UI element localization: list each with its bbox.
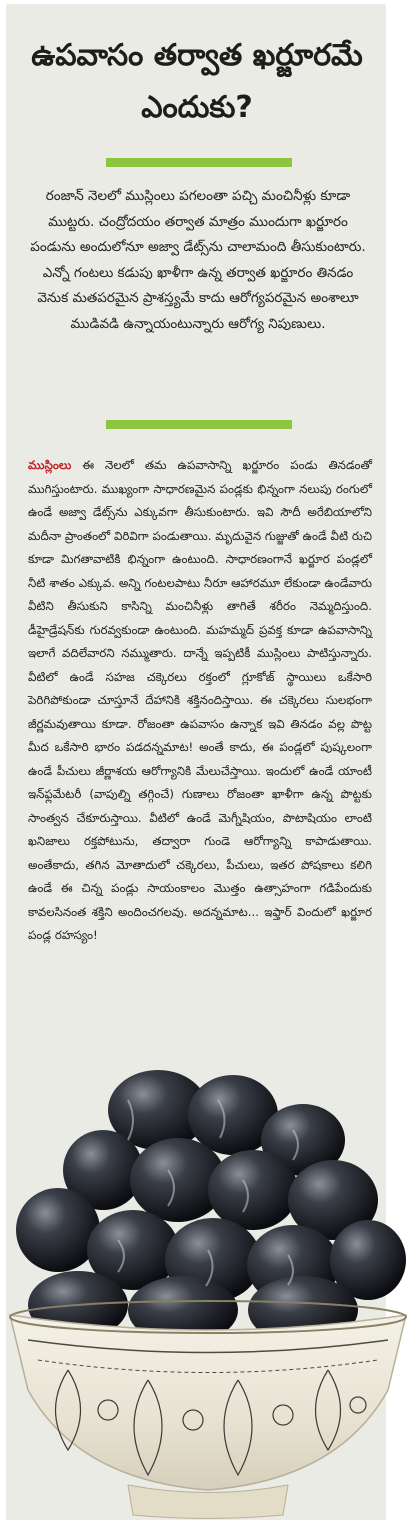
lead-word: ముస్లింలు: [28, 458, 72, 472]
divider-bottom: [106, 420, 292, 429]
ceramic-bowl: [10, 1301, 406, 1519]
article-body: [28, 454, 372, 948]
body-text: ఈ నెలలో తమ ఉపవాసాన్ని ఖర్జూరం పండు తినడంతో ముగిస్తుంటారు. ముఖ్యంగా సాధారణమైన పండ్లకు భిన్నంగా నలుపు రంగులో ఉండే అజ్వా డేట్స్‌ను ఎక్కువగా తీసుకుంటారు. ఇవి సౌదీ అరేబియాలోని మదీనా ప్రాంతంలో విరివిగా పండుతాయి. మృదువైన గుజ్జుతో ఉండే వీటి రుచి కూడా మిగతావాటికి భిన్నంగా ఉంటుంది. సాధారణంగానే ఖర్జూర పండ్లలో నీటి శాతం ఎక్కువ. అన్ని గంటలపాటు నీరూ ఆహారమూ లేకుండా ఉండేవారు వీటిని తీసుకుని కాసిన్ని మంచినీళ్లు తాగితే శరీరం నెమ్మదిస్తుంది. డీహైడ్రేషన్‌కు గురవ్వకుండా ఉంటుంది. మహమ్మద్ ప్రవక్త కూడా ఉపవాసాన్ని ఇలాగే వదిలేవారని నమ్ముతారు. దాన్నే ఇప్పటికీ ముస్లింలు పాటిస్తున్నారు. వీటిలో ఉండే సహజ చక్కెరలు రక్తంలో గ్లూకోజ్ స్థాయిలు ఒకేసారి పెరిగిపోకుండా చూస్తూనే దేహానికి శక్తినందిస్తాయి. ఈ చక్కెరలు సులభంగా జీర్ణమవుతాయి కూడా. రోజంతా ఉపవాసం ఉన్నాక ఇవి తినడం వల్ల పొట్ట మీద ఒకేసారి భారం పడదన్నమాట! అంతే కాదు, ఈ పండ్లలో పుష్కలంగా ఉండే పీచులు జీర్ణాశయ ఆరోగ్యానికి మేలుచేస్తాయి. ఇందులో ఉండే యాంటీ ఇన్‌ఫ్లమేటరీ (వాపుల్ని తగ్గించే) గుణాలు రోజంతా ఖాళీగా ఉన్న పొట్టకు సాంత్వన చేకూరుస్తాయి. వీటిలో ఉండే మెగ్నీషియం, పొటాషియం లాంటి ఖనిజాలు రక్తపోటును, తద్వారా గుండె ఆరోగ్యాన్ని కాపాడుతాయి. అంతేకాదు, తగిన మోతాదులో చక్కెరలు, పీచులు, ఇతర పోషకాలు కలిగి ఉండే ఈ చిన్న పండ్లు సాయంకాలం మొత్తం ఉత్సాహంగా గడిపేందుకు కావలసినంత శక్తిని అందించగలవు. అదన్నమాట... ఇఫ్తార్ విందులో ఖర్జూర పండ్ల రహస్యం!: [28, 458, 372, 942]
article-title: ఉపవాసం తర్వాత ఖర్జూరమే ఎందుకు?: [31, 38, 363, 125]
divider-top: [106, 158, 292, 167]
article-lede: రంజాన్ నెలలో ముస్లింలు పగలంతా పచ్చి మంచినీళ్లు కూడా ముట్టరు. చంద్రోదయం తర్వాత మాత్రం ముందుగా ఖర్జూరం పండును అందులోనూ అజ్వా డేట్స్‌ను చాలామంది తీసుకుంటారు. ఎన్నో గంటలు కడుపు ఖాళీగా ఉన్న తర్వాత ఖర్జూరం తినడం వెనుక మతపరమైన ప్రాశస్త్యమే కాదు ఆరోగ్యపరమైన అంశాలూ ముడివడి ఉన్నాయంటున్నారు ఆరోగ్య నిపుణులు.: [30, 188, 366, 332]
dates-pile: [16, 1070, 406, 1344]
dates-bowl-photo: [8, 1060, 408, 1522]
